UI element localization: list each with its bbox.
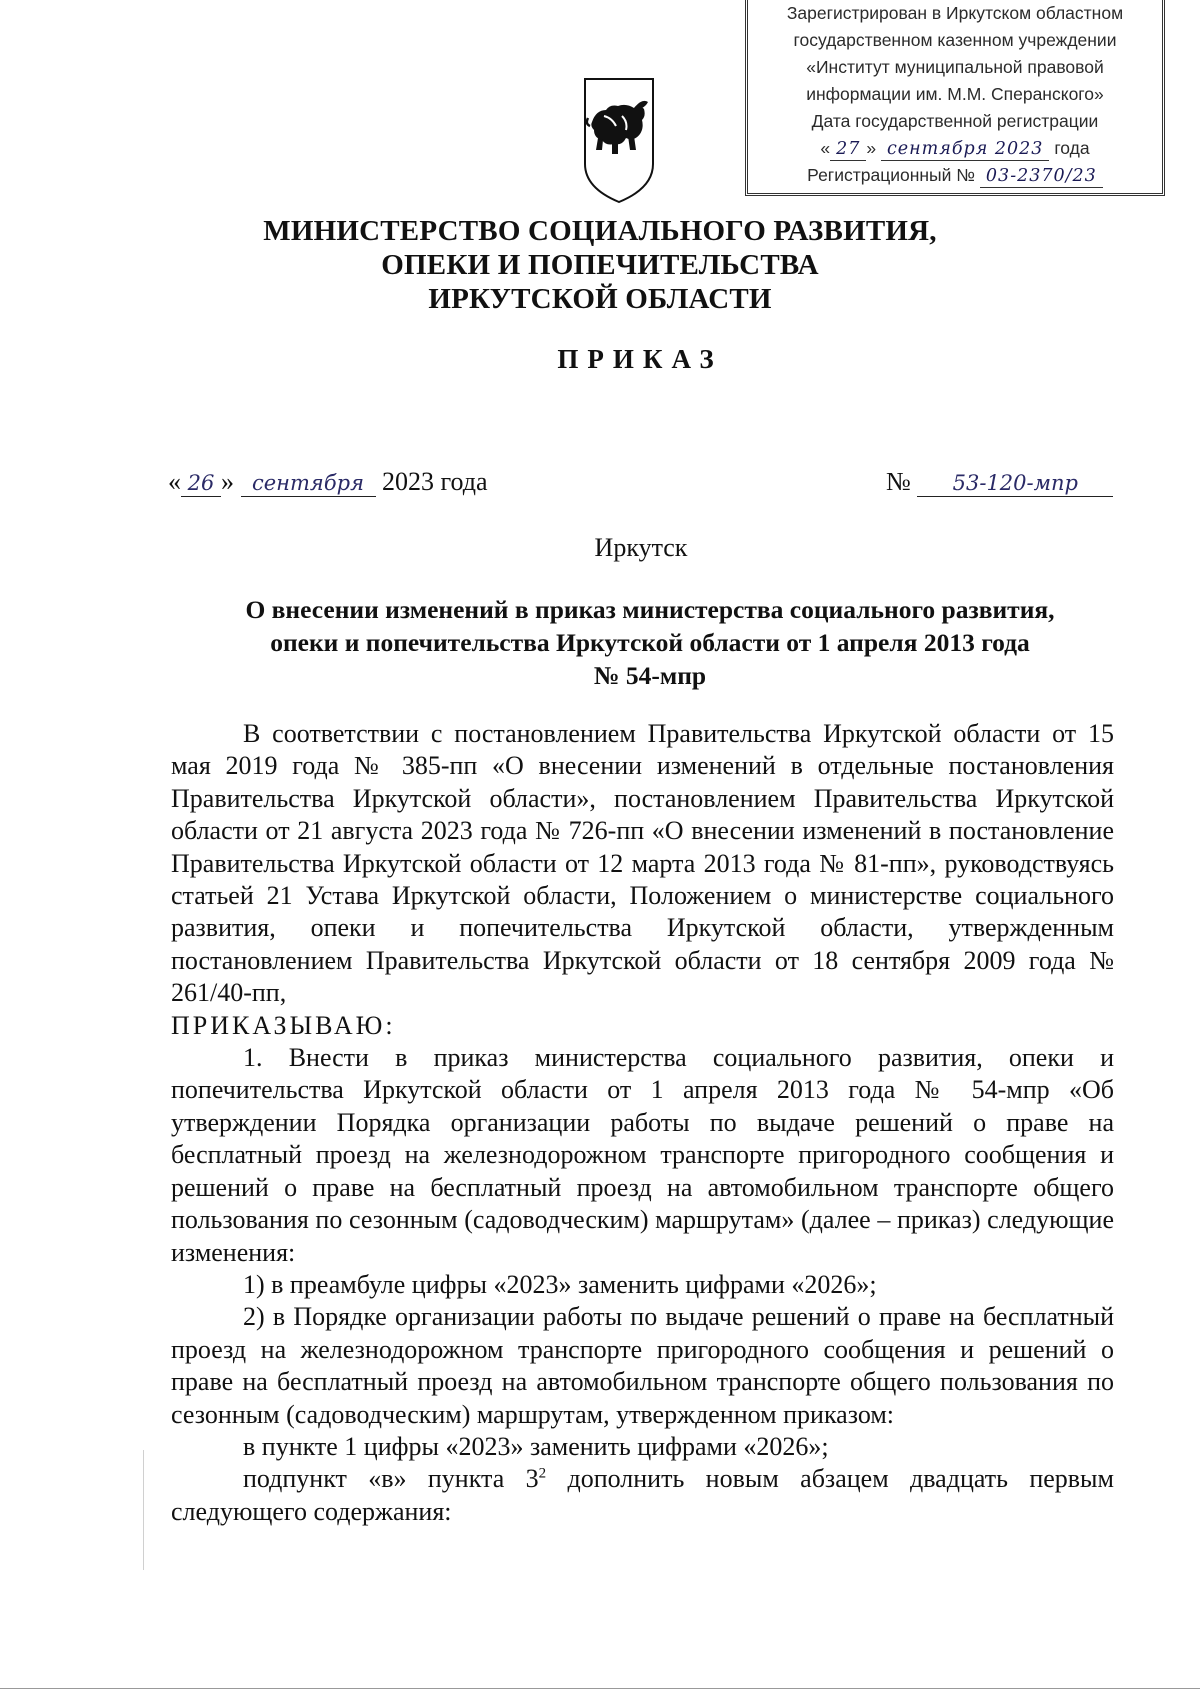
stamp-line: информации им. М.М. Сперанского»	[806, 84, 1104, 104]
body-paragraph	[171, 1463, 1114, 1528]
body-paragraph: 1) в преамбуле цифры «2023» заменить цифрами «2026»;	[243, 1269, 877, 1299]
body-paragraph: в пункте 1 цифры «2023» заменить цифрами «2026»;	[243, 1431, 829, 1461]
body-paragraph: В соответствии с постановлением Правительства Иркутской области от 15 мая 2019 года № 385-пп «О внесении изменений в отдельные постановления Правительства Иркутской области», постановлением Правительства Иркутской области от 21 августа 2023 года № 726-пп «О внесении изменений в постановление Правительства Иркутской области от 12 марта 2013 года № 81-пп», руководствуясь статьей 21 Устава Иркутской области, Положением о министерстве социального развития, опеки и попечительства Иркутской области, утвержденным постановлением Правительства Иркутской области от 18 сентября 2009 года № 261/40-пп,	[171, 719, 1114, 1008]
scan-artifact-line	[143, 1450, 144, 1570]
ministry-line: ОПЕКИ И ПОПЕЧИТЕЛЬСТВА	[381, 249, 819, 281]
coat-of-arms-icon	[582, 76, 656, 206]
stamp-date-suffix: года	[1054, 138, 1090, 158]
city: Иркутск	[594, 533, 688, 562]
order-date	[168, 467, 488, 497]
stamp-line: государственном казенном учреждении	[793, 30, 1117, 50]
orders-word: ПРИКАЗЫВАЮ:	[171, 1010, 396, 1040]
stamp-reg-number: 03-2370/23	[980, 165, 1103, 188]
registration-stamp	[745, 0, 1165, 196]
order-subject	[190, 593, 1110, 692]
date-year: 2023 года	[382, 467, 488, 496]
page-bottom-line	[0, 1688, 1200, 1689]
ministry-line: ИРКУТСКОЙ ОБЛАСТИ	[428, 283, 772, 315]
stamp-date-day: 27	[830, 138, 866, 161]
number-value: 53-120-мпр	[917, 470, 1113, 497]
order-body	[171, 718, 1114, 1528]
superscript: 2	[538, 1465, 547, 1482]
stamp-date-line	[748, 135, 1162, 162]
body-text: подпункт «в» пункта 3	[243, 1464, 539, 1494]
stamp-reg-label: Регистрационный №	[807, 165, 976, 185]
stamp-date-month-year: сентября 2023	[881, 138, 1049, 161]
number-label: №	[886, 467, 911, 496]
stamp-reg-line	[748, 162, 1162, 189]
order-title: ПРИКАЗ	[557, 344, 723, 374]
stamp-line: Дата государственной регистрации	[811, 111, 1099, 131]
subject-line: О внесении изменений в приказ министерства социального развития,	[245, 595, 1055, 624]
date-open: «	[168, 467, 181, 496]
date-close: »	[221, 467, 234, 496]
stamp-line: «Институт муниципальной правовой	[806, 57, 1104, 77]
stamp-date-mid: »	[866, 138, 877, 158]
body-paragraph: 1. Внести в приказ министерства социального развития, опеки и попечительства Иркутской области от 1 апреля 2013 года № 54-мпр «Об утверждении Порядка организации работы по выдаче решений о праве на бесплатный проезд на железнодорожном транспорте пригородного сообщения и решений о праве на бесплатный проезд на автомобильном транспорте общего пользования по сезонным (садоводческим) маршрутам» (далее – приказ) следующие изменения:	[171, 1043, 1114, 1267]
date-day: 26	[181, 470, 221, 497]
subject-line: опеки и попечительства Иркутской области от 1 апреля 2013 года	[270, 628, 1030, 657]
stamp-line: Зарегистрирован в Иркутском областном	[786, 3, 1124, 23]
stamp-date-open: «	[820, 138, 831, 158]
body-paragraph: 2) в Порядке организации работы по выдаче решений о праве на бесплатный проезд на железнодорожном транспорте пригородного сообщения и решений о праве на бесплатный проезд на автомобильном транспорте общего пользования по сезонным (садоводческим) маршрутам, утвержденном приказом:	[171, 1302, 1114, 1429]
subject-line: № 54-мпр	[593, 661, 707, 690]
body-text: дополнить новым абзацем двадцать первым следующего содержания:	[171, 1464, 1114, 1526]
order-number	[886, 467, 1113, 497]
date-month: сентября	[241, 470, 376, 497]
ministry-line: МИНИСТЕРСТВО СОЦИАЛЬНОГО РАЗВИТИЯ,	[263, 215, 937, 247]
ministry-heading	[0, 214, 1200, 316]
